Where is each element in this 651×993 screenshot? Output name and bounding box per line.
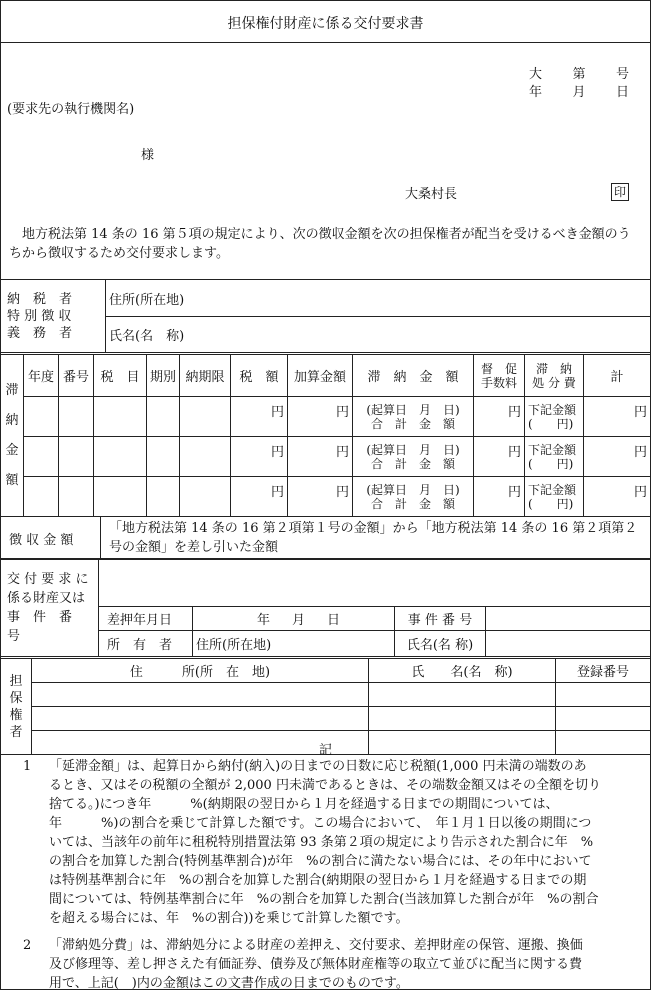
honorific: 様 (141, 148, 155, 163)
title-divider (1, 42, 650, 43)
case-number-field[interactable] (486, 607, 651, 631)
arrears-table (1, 354, 650, 517)
address-label: 住所(所在地) (106, 280, 201, 317)
header-tax-item: 税 目 (94, 355, 147, 397)
date-line: 年 月 日 (529, 85, 629, 100)
header-due-date: 納期限 (180, 355, 231, 397)
holders-header-address: 住 所(所 在 地) (32, 659, 369, 683)
address-field[interactable] (200, 280, 650, 317)
seal-mark: 印 (611, 183, 629, 201)
note-item: 1 「延滞金額」は、起算日から納付(納入)の日までの日数に応じ税額(1,000 円未満の端数のあ るとき、又はその税額の全額が 2,000 円未満であるときは、その端数金額又はその全額を切り 捨てる。)につき年 %(納期限の翌日から１月を経過する日までの期間については、 年 %)の割合を乗じて計算した額です。この場合において、 年１月１日以後の期間につ いては、当該年の前年に租税特別措置法第 93 条第２項の規定により告示された割合に年 % の割合を加算した割合(特例基準割合)が年 %の割合に満たない場合には、その年中において は特例基準割合に年 %の割合を加算した割合(納期限の翌日から１月を経過する日までの期 間については、特例基準割合に年 %の割合を加算した割合(当該加算した割合が年 %の割合 を超える場合には、年 %の割合))を乗じて計算した額です。 (23, 759, 601, 926)
holders-header-registration: 登録番号 (556, 659, 651, 683)
recipient-label: (要求先の執行機関名) (7, 102, 135, 117)
collection-table (1, 516, 650, 560)
name-field[interactable] (200, 317, 650, 353)
notes-heading: 記 (318, 743, 332, 758)
holders-side-label: 担 保 権 者 (1, 659, 32, 755)
header-number: 番号 (59, 355, 94, 397)
table-row: 円 円 (起算日 月 日) 合 計 金 額 円 下記金額 ( 円) 円 (1, 477, 650, 517)
taxpayer-label-cell: 納 税 者 特 別 徴 収 義 務 者 (1, 280, 106, 353)
arrears-side-label: 滞 納 金 額 (1, 355, 24, 517)
document-title: 担保権付財産に係る交付要求書 (227, 16, 424, 32)
property-table (1, 558, 650, 657)
header-additional: 加算金額 (288, 355, 353, 397)
header-reminder-fee: 督 促 手数料 (474, 355, 525, 397)
owner-label: 所 有 者 (99, 631, 193, 657)
table-row (1, 707, 650, 731)
name-label: 氏名(名 称) (106, 317, 201, 353)
header-total: 計 (584, 355, 651, 397)
table-row (1, 683, 650, 707)
intro-text: 地方税法第 14 条の 16 第５項の規定により、次の徴収金額を次の担保権者が配当を受けるべき金額のうちから徴収するため交付要求します。 (9, 227, 631, 261)
number-line: 大 第 号 (529, 67, 629, 82)
header-arrears-amount: 滞 納 金 額 (353, 355, 474, 397)
note-item: 2 「滞納処分費」は、滞納処分による財産の差押え、交付要求、差押財産の保管、運搬、換価 及び修理等、差し押さえた有価証券、債券及び無体財産権等の取立て並びに配当に関する費 用で、上記( )内の金額はこの文書作成の日までのものです。 (23, 938, 583, 991)
taxpayer-table (1, 279, 650, 353)
issuer-name: 大桑村長 (405, 187, 458, 202)
header-tax-amount: 税 額 (231, 355, 288, 397)
seizure-date-label: 差押年月日 (99, 607, 193, 631)
header-disposition-fee: 滞 納 処 分 費 (525, 355, 584, 397)
notes-section (9, 757, 645, 993)
owner-name-field[interactable] (486, 631, 651, 657)
case-number-label: 事 件 番 号 (395, 607, 486, 631)
header-period: 期別 (147, 355, 180, 397)
owner-address-label: 住所(所在地) (193, 631, 395, 657)
owner-name-label: 氏名(名 称) (395, 631, 486, 657)
header-year: 年度 (24, 355, 59, 397)
property-label-cell: 交 付 要 求 に 係る財産又は 事 件 番 号 (1, 559, 99, 657)
seizure-date-field[interactable]: 年 月 日 (193, 607, 395, 631)
collection-text: 「地方税法第 14 条の 16 第２項第１号の金額」から「地方税法第 14 条の 16 第２項第２号の金額」を差し引いた金額 (101, 517, 651, 560)
property-field[interactable] (99, 559, 651, 607)
table-row: 円 円 (起算日 月 日) 合 計 金 額 円 下記金額 ( 円) 円 (1, 437, 650, 477)
holders-header-name: 氏 名(名 称) (369, 659, 556, 683)
collection-label: 徴 収 金 額 (1, 517, 101, 560)
table-row: 円 円 (起算日 月 日) 合 計 金 額 円 下記金額 ( 円) 円 (1, 397, 650, 437)
